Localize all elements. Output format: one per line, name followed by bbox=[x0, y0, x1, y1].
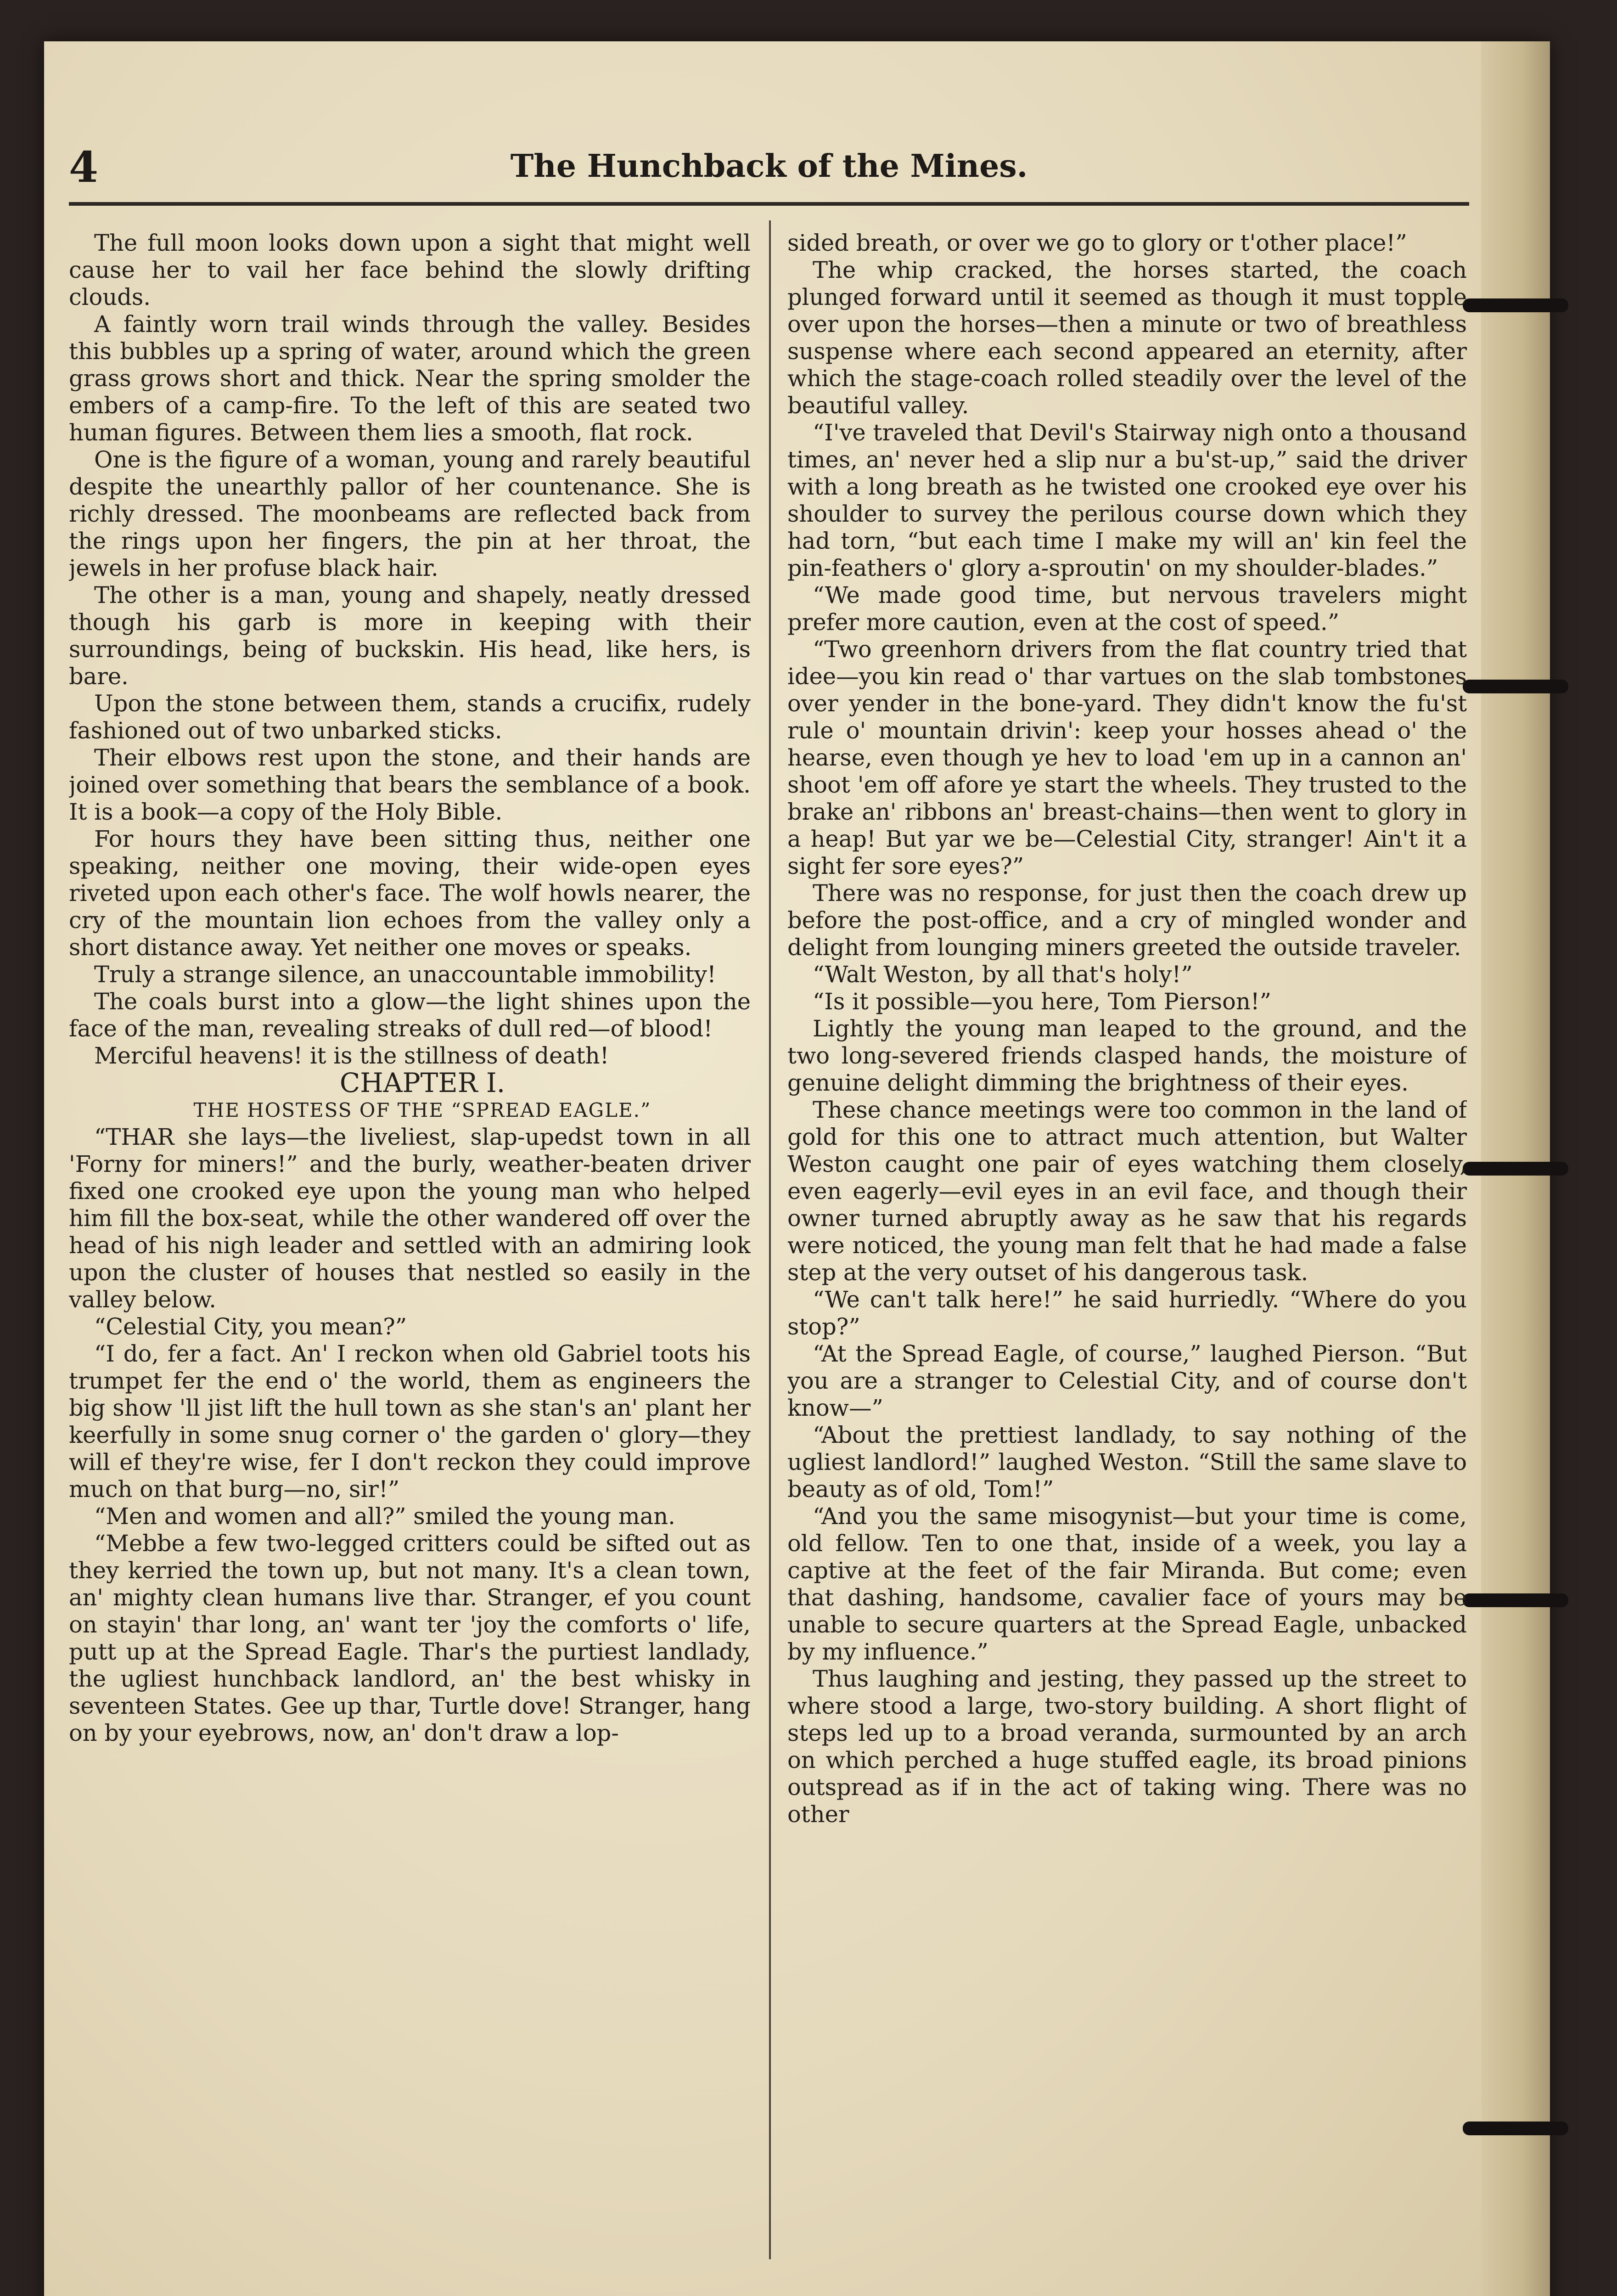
paragraph: “Celestial City, you mean?” bbox=[94, 1313, 407, 1340]
chapter-title: CHAPTER I. bbox=[339, 1067, 505, 1098]
binding-stitch bbox=[1463, 680, 1568, 693]
paragraph: “THAR she lays—the liveliest, slap-upedst town in all 'Forny for miners!” and the burly, weather-beaten driver fixed one crooked eye upon the young man who helped him fill the box-seat, while the other wandered off over the head of his nigh leader and settled with an admiring look upon the cluster of houses that nestled so easily in the valley below. bbox=[69, 1124, 751, 1313]
header-rule bbox=[69, 202, 1469, 206]
paragraph: “Walt Weston, by all that's holy!” bbox=[813, 961, 1193, 988]
left-column bbox=[69, 230, 751, 2259]
paragraph: “And you the same misogynist—but your time is come, old fellow. Ten to one that, inside of a week, you lay a captive at the feet of the fair Miranda. But come; even that dashing, handsome, cavalier face of yours may be unable to secure quarters at the Spread Eagle, unbacked by my influence.” bbox=[787, 1503, 1467, 1665]
binding-stitch bbox=[1463, 1162, 1568, 1176]
binding-stitch bbox=[1463, 1593, 1568, 1607]
paragraph: One is the figure of a woman, young and rarely beautiful despite the unearthly pallor of her countenance. She is richly dressed. The moonbeams are reflected back from the rings upon her fingers, the pin at her throat, the jewels in her profuse black hair. bbox=[69, 446, 751, 581]
paragraph: Upon the stone between them, stands a crucifix, rudely fashioned out of two unbarked sticks. bbox=[69, 690, 751, 744]
paragraph: “Mebbe a few two-legged critters could be sifted out as they kerried the town up, but not many. It's a clean town, an' mighty clean humans live thar. Stranger, ef you count on stayin' thar long, an' want ter 'joy the comforts o' life, putt up at the Spread Eagle. Thar's the purtiest landlady, the ugliest hunchback landlord, an' the best whisky in seventeen States. Gee up thar, Turtle dove! Stranger, hang on by your eyebrows, now, an' don't draw a lop- bbox=[69, 1530, 751, 1746]
paragraph: Thus laughing and jesting, they passed up the street to where stood a large, two-story building. A short flight of steps led up to a broad veranda, surmounted by an arch on which perched a huge stuffed eagle, its broad pinions outspread as if in the act of taking wing. There was no other bbox=[787, 1666, 1467, 1828]
paragraph: “Two greenhorn drivers from the flat country tried that idee—you kin read o' thar vartues on the slab tombstones over yender in the bone-yard. They didn't know the fu'st rule o' mountain drivin': keep your hosses ahead o' the hearse, even though ye hev to load 'em up in a cannon an' shoot 'em off afore ye start the wheels. They trusted to the brake an' ribbons an' breast-chains—then went to glory in a heap! But yar we be—Celestial City, stranger! Ain't it a sight fer sore eyes?” bbox=[787, 636, 1467, 879]
paragraph: “Is it possible—you here, Tom Pierson!” bbox=[813, 988, 1271, 1015]
paragraph: The whip cracked, the horses started, the coach plunged forward until it seemed as though it must topple over upon the horses—then a minute or two of breathless suspense where each second appeared an eternity, after which the stage-coach rolled steadily over the level of the beautiful valley. bbox=[787, 257, 1467, 419]
paragraph: Lightly the young man leaped to the ground, and the two long-severed friends clasped hands, the moisture of genuine delight dimming the brightness of their eyes. bbox=[787, 1015, 1467, 1096]
paragraph: A faintly worn trail winds through the valley. Besides this bubbles up a spring of water, around which the green grass grows short and thick. Near the spring smolder the embers of a camp-fire. To the left of this are seated two human figures. Between them lies a smooth, flat rock. bbox=[69, 311, 751, 446]
paragraph: “I've traveled that Devil's Stairway nigh onto a thousand times, an' never hed a slip nur a bu'st-up,” said the driver with a long breath as he twisted one crooked eye over his shoulder to survey the perilous course down which they had torn, “but each time I make my will an' kin feel the pin-feathers o' glory a-sproutin' on my shoulder-blades.” bbox=[787, 419, 1467, 581]
right-column bbox=[787, 230, 1467, 2259]
paragraph: Truly a strange silence, an unaccountable immobility! bbox=[94, 961, 716, 988]
binding-stitch bbox=[1463, 2122, 1568, 2135]
paragraph: These chance meetings were too common in the land of gold for this one to attract much attention, but Walter Weston caught one pair of eyes watching them closely, even eagerly—evil eyes in an evil face, and though their owner turned abruptly away as he saw that his regards were noticed, the young man felt that he had made a false step at the very outset of his dangerous task. bbox=[787, 1097, 1467, 1286]
paragraph: “Men and women and all?” smiled the young man. bbox=[94, 1503, 675, 1530]
page-header bbox=[69, 138, 1469, 197]
paragraph: The other is a man, young and shapely, neatly dressed though his garb is more in keeping with their surroundings, being of buckskin. His head, like hers, is bare. bbox=[69, 582, 751, 690]
paragraph: Merciful heavens! it is the stillness of death! bbox=[94, 1042, 609, 1069]
paragraph: “About the prettiest landlady, to say nothing of the ugliest landlord!” laughed Weston. “Still the same slave to beauty as of old, Tom!” bbox=[787, 1422, 1467, 1503]
page-number: 4 bbox=[69, 142, 99, 192]
column-divider bbox=[769, 220, 771, 2259]
paragraph: The coals burst into a glow—the light shines upon the face of the man, revealing streaks of dull red—of blood! bbox=[69, 988, 751, 1042]
paragraph: sided breath, or over we go to glory or t'other place!” bbox=[787, 230, 1407, 256]
paragraph: “At the Spread Eagle, of course,” laughed Pierson. “But you are a stranger to Celestial City, and of course don't know—” bbox=[787, 1340, 1467, 1421]
running-title: The Hunchback of the Mines. bbox=[510, 148, 1028, 185]
paragraph: There was no response, for just then the coach drew up before the post-office, and a cry of mingled wonder and delight from lounging miners greeted the outside traveler. bbox=[787, 880, 1467, 961]
paragraph: “We made good time, but nervous travelers might prefer more caution, even at the cost of speed.” bbox=[787, 582, 1467, 636]
paragraph: “We can't talk here!” he said hurriedly. “Where do you stop?” bbox=[787, 1286, 1467, 1340]
chapter-subtitle: THE HOSTESS OF THE “SPREAD EAGLE.” bbox=[193, 1099, 651, 1121]
paragraph: Their elbows rest upon the stone, and their hands are joined over something that bears the semblance of a book. It is a book—a copy of the Holy Bible. bbox=[69, 744, 751, 825]
paragraph: The full moon looks down upon a sight that might well cause her to vail her face behind the slowly drifting clouds. bbox=[69, 230, 751, 310]
paragraph: “I do, fer a fact. An' I reckon when old Gabriel toots his trumpet fer the end o' the world, them as engineers the big show 'll jist lift the hull town as she stan's an' plant her keerfully in some snug corner o' the garden o' glory—they will ef they're wise, fer I don't reckon they could improve much on that burg—no, sir!” bbox=[69, 1340, 751, 1503]
binding-stitch bbox=[1463, 298, 1568, 312]
paragraph: For hours they have been sitting thus, neither one speaking, neither one moving, their wide-open eyes riveted upon each other's face. The wolf howls nearer, the cry of the mountain lion echoes from the valley only a short distance away. Yet neither one moves or speaks. bbox=[69, 826, 751, 961]
